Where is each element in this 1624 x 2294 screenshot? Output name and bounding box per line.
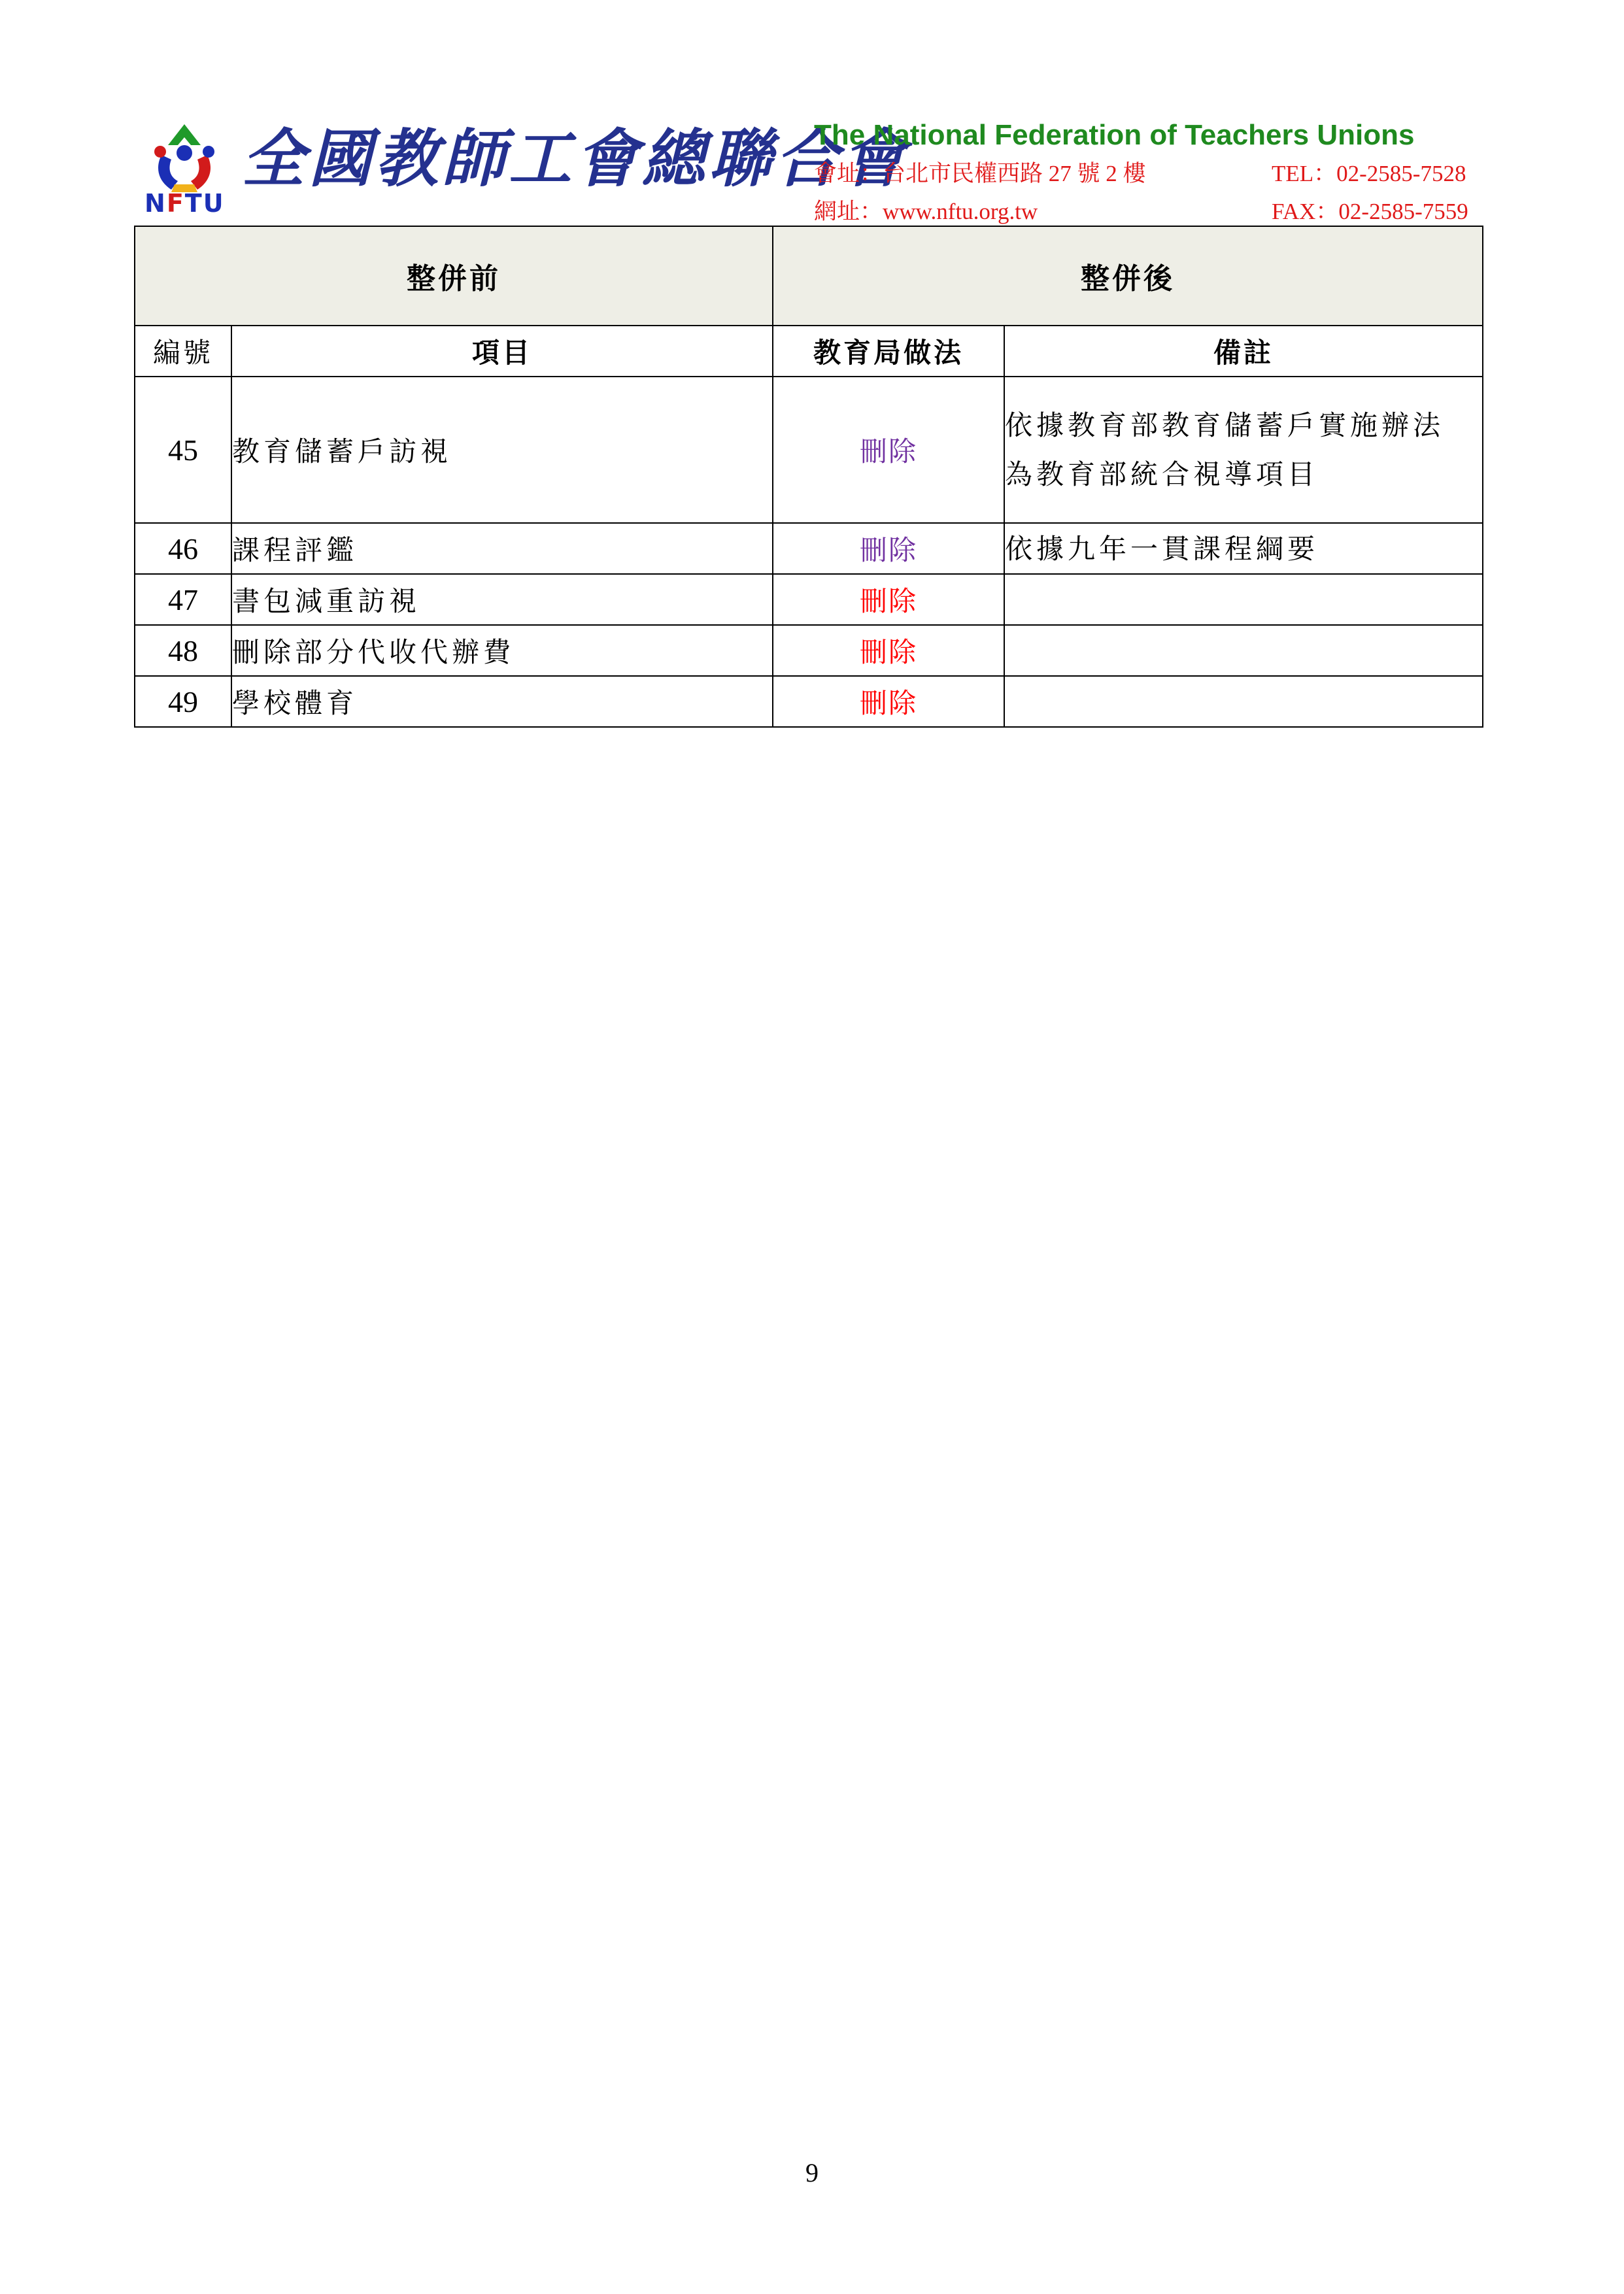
row-note [1004,377,1483,523]
row-number: 45 [135,377,231,523]
row-note [1004,523,1483,574]
col-item-header: 項目 [231,326,773,377]
table-row [135,377,1483,523]
merge-table [134,226,1483,728]
note-line: 依據九年一貫課程綱要 [1005,532,1319,565]
row-action: 刪除 [773,676,1004,727]
page-number: 9 [805,2158,819,2187]
col-action-header: 教育局做法 [773,326,1004,377]
row-number: 49 [135,676,231,727]
row-note [1004,625,1483,676]
row-note [1004,574,1483,625]
col-note-header: 備註 [1004,326,1483,377]
row-number: 46 [135,523,231,574]
fax-text: FAX：02-2585-7559 [1272,199,1468,224]
table-row [135,625,1483,676]
row-item: 學校體育 [231,676,773,727]
table-row [135,676,1483,727]
col-number-header: 編號 [135,326,231,377]
row-item: 教育儲蓄戶訪視 [231,377,773,523]
address-text: 會址：台北市民權西路 27 號 2 樓 [814,161,1146,186]
group-after-header: 整併後 [773,226,1483,326]
group-before-header: 整併前 [135,226,773,326]
row-action: 刪除 [773,625,1004,676]
row-action: 刪除 [773,574,1004,625]
note-line: 依據教育部教育儲蓄戶實施辦法 [1005,409,1445,441]
note-line: 為教育部統合視導項目 [1005,458,1319,490]
row-action: 刪除 [773,523,1004,574]
column-header-row [135,326,1483,377]
row-item: 刪除部分代收代辦費 [231,625,773,676]
table-row [135,574,1483,625]
letterhead [134,111,1481,226]
group-header-row [135,226,1483,326]
row-number: 48 [135,625,231,676]
row-number: 47 [135,574,231,625]
organization-english-name: The National Federation of Teachers Unions [814,119,1415,151]
nftu-logo-icon [142,119,227,197]
row-item: 書包減重訪視 [231,574,773,625]
logo-abbreviation: NFTU [144,189,225,218]
telephone-text: TEL：02-2585-7528 [1272,161,1466,186]
website-text: 網址：www.nftu.org.tw [814,199,1038,224]
table-row [135,523,1483,574]
row-action: 刪除 [773,377,1004,523]
row-item: 課程評鑑 [231,523,773,574]
organization-name: 全國教師工會總聯合會 [242,122,909,195]
row-note [1004,676,1483,727]
